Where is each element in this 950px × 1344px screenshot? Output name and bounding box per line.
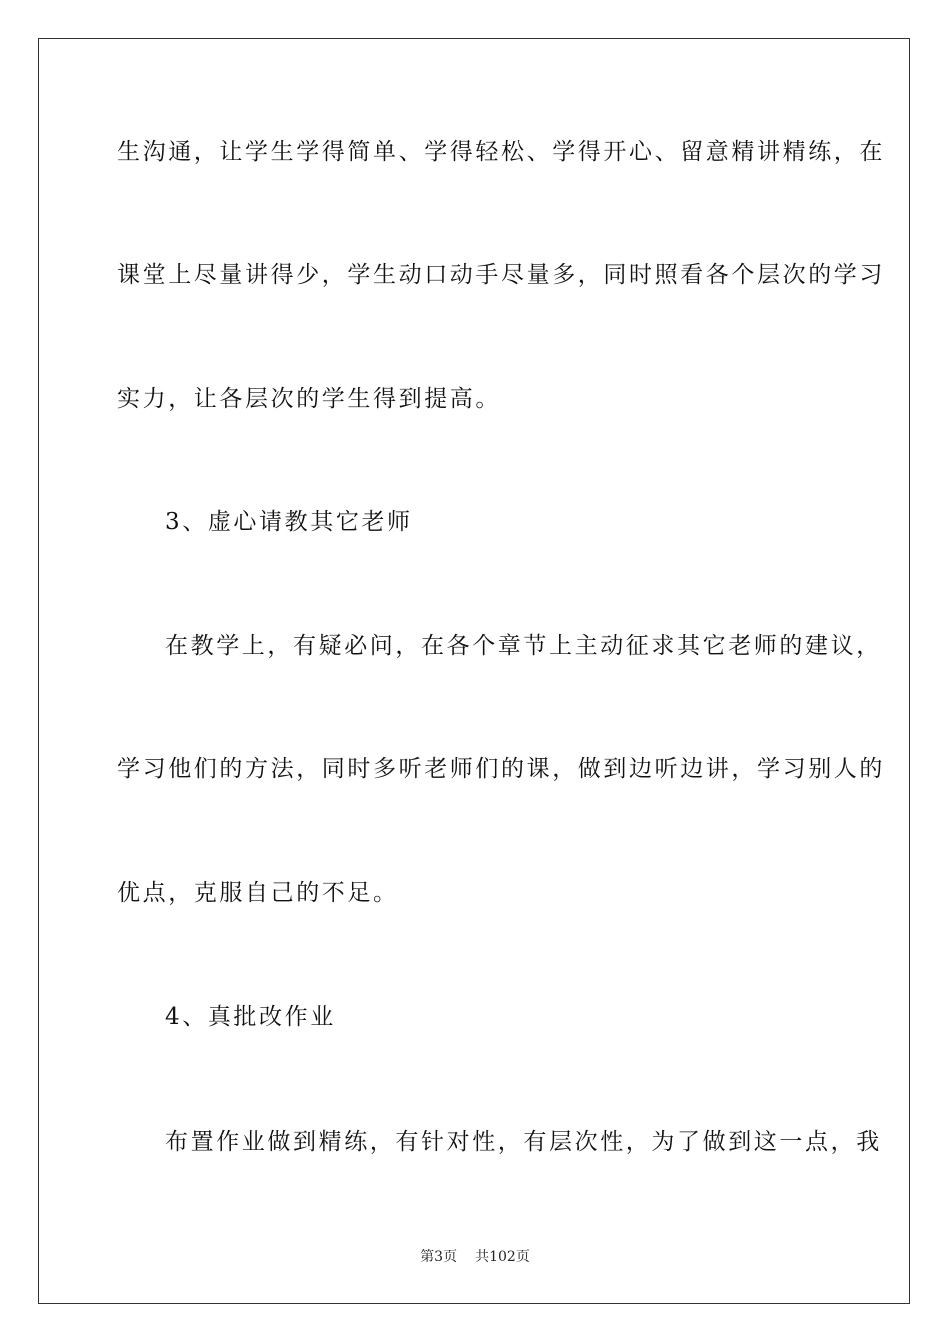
paragraph-line-4: 在教学上，有疑必问，在各个章节上主动征求其它老师的建议， — [165, 633, 882, 659]
total-pages: 共102页 — [475, 1249, 530, 1265]
paragraph-line-6: 优点，克服自己的不足。 — [117, 880, 399, 906]
section-heading-3: 3、虚心请教其它老师 — [165, 509, 413, 535]
paragraph-line-5: 学习他们的方法，同时多听老师们的课，做到边听边讲，学习别人的 — [117, 756, 885, 782]
page-footer — [0, 1246, 950, 1266]
paragraph-line-3: 实力，让各层次的学生得到提高。 — [117, 386, 501, 412]
page-number: 第3页 — [420, 1249, 458, 1265]
section-heading-4: 4、真批改作业 — [165, 1004, 336, 1030]
paragraph-line-2: 课堂上尽量讲得少，学生动口动手尽量多，同时照看各个层次的学习 — [117, 262, 885, 288]
page-frame — [38, 38, 910, 1304]
paragraph-line-1: 生沟通，让学生学得简单、学得轻松、学得开心、留意精讲精练，在 — [117, 139, 885, 165]
paragraph-line-7: 布置作业做到精练，有针对性，有层次性，为了做到这一点，我 — [165, 1129, 882, 1155]
